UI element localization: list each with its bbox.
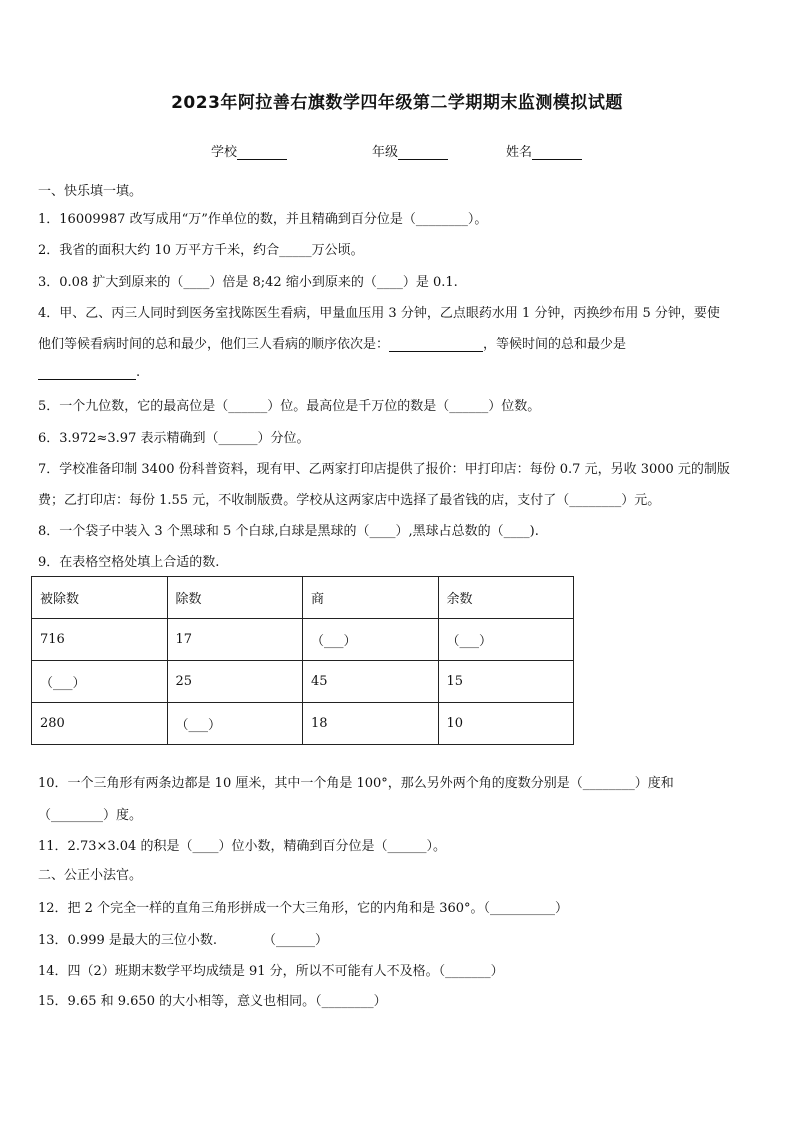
table-cell-blank[interactable]: （___） (32, 661, 168, 703)
question-number: 14． (38, 964, 68, 979)
question-text: 把 2 个完全一样的直角三角形拼成一个大三角形，它的内角和是 360°。（__________） (67, 901, 569, 916)
question-2 (38, 239, 760, 258)
question-text: 9.65 和 9.650 的大小相等，意义也相同。（________） (67, 994, 387, 1009)
table-cell-blank[interactable]: （___） (438, 619, 574, 661)
table-header-cell: 被除数 (32, 577, 168, 619)
table-header-row (32, 577, 574, 619)
question-text: 四（2）班期末数学平均成绩是 91 分，所以不可能有人不及格。（_______） (67, 964, 504, 979)
question-number: 2． (38, 243, 60, 258)
question-number: 9． (38, 555, 60, 570)
question-3 (38, 271, 760, 290)
table-cell-blank[interactable]: （___） (167, 703, 303, 745)
table-cell: 17 (167, 619, 303, 661)
table-cell: 45 (303, 661, 439, 703)
question-text: 一个九位数，它的最高位是（______）位。最高位是千万位的数是（______）位数。 (59, 399, 541, 414)
table-row (32, 703, 574, 745)
section-heading-1: 一、快乐填一填。 (38, 184, 143, 199)
table-cell: 18 (303, 703, 439, 745)
question-text: 一个袋子中装入 3 个黑球和 5 个白球,白球是黑球的（____）,黑球占总数的（____). (59, 524, 539, 539)
question-4-line-2 (38, 333, 760, 352)
question-4-line-1 (38, 302, 760, 321)
table-header-cell: 商 (303, 577, 439, 619)
question-number: 6． (38, 431, 60, 446)
question-text: 0.999 是最大的三位小数. (67, 933, 218, 948)
table-cell: 15 (438, 661, 574, 703)
question-text: ，等候时间的总和最少是 (483, 337, 627, 352)
grade-label: 年级 (372, 145, 399, 160)
question-number: 10． (38, 776, 68, 791)
question-text: 费；乙打印店：每份 1.55 元，不收制版费。学校从这两家店中选择了最省钱的店，支付了（________）元。 (38, 493, 661, 508)
question-number: 11． (38, 839, 68, 854)
section-heading-2: 二、公正小法官。 (38, 868, 143, 883)
page-title: 2023年阿拉善右旗数学四年级第二学期期末监测模拟试题 (171, 93, 623, 113)
answer-blank[interactable] (389, 338, 483, 352)
question-10-line-1 (38, 772, 760, 791)
question-7-line-1 (38, 458, 760, 477)
question-text: 2.73×3.04 的积是（____）位小数，精确到百分位是（______）。 (67, 839, 446, 854)
question-14 (38, 960, 760, 979)
question-text: 他们等候看病时间的总和最少，他们三人看病的顺序依次是： (38, 337, 390, 352)
table-row (32, 661, 574, 703)
question-text: 3.972≈3.97 表示精确到（______）分位。 (59, 431, 310, 446)
question-9 (38, 551, 760, 570)
question-6 (38, 427, 760, 446)
question-number: 12． (38, 901, 68, 916)
question-text: 我省的面积大约 10 万平方千米，约合_____万公顷。 (59, 243, 364, 258)
question-number: 4． (38, 306, 60, 321)
question-8 (38, 520, 760, 539)
table-row (32, 619, 574, 661)
question-text: 在表格空格处填上合适的数. (59, 555, 220, 570)
question-number: 7． (38, 462, 60, 477)
table-cell: 10 (438, 703, 574, 745)
question-text: 16009987 改写成用“万”作单位的数，并且精确到百分位是（________）。 (59, 212, 488, 227)
grade-blank[interactable] (398, 147, 448, 160)
question-number: 13． (38, 933, 68, 948)
grade-field (372, 141, 448, 160)
question-text: 一个三角形有两条边都是 10 厘米，其中一个角是 100°，那么另外两个角的度数分别是（________）度和 (67, 776, 674, 791)
question-number: 15． (38, 994, 68, 1009)
question-number: 5． (38, 399, 60, 414)
question-1 (38, 208, 760, 227)
question-text: 学校准备印制 3400 份科普资料，现有甲、乙两家打印店提供了报价：甲打印店：每份 0.7 元，另收 3000 元的制版 (59, 462, 730, 477)
question-text: （________）度。 (38, 808, 143, 823)
question-12 (38, 897, 760, 916)
table-cell: 25 (167, 661, 303, 703)
table-cell-blank[interactable]: （___） (303, 619, 439, 661)
school-field (211, 141, 287, 160)
answer-blank[interactable] (38, 366, 136, 380)
question-text: 0.08 扩大到原来的（____）倍是 8;42 缩小到原来的（____）是 0.1. (59, 275, 458, 290)
name-label: 姓名 (506, 145, 533, 160)
question-text: 甲、乙、丙三人同时到医务室找陈医生看病，甲量血压用 3 分钟，乙点眼药水用 1 分钟，丙换纱布用 5 分钟，要使 (59, 306, 720, 321)
table-header-cell: 余数 (438, 577, 574, 619)
question-13 (38, 929, 760, 948)
answer-blank[interactable]: （______） (263, 933, 329, 948)
question-15 (38, 990, 760, 1009)
name-field (506, 141, 582, 160)
division-table (31, 576, 574, 745)
table-cell: 280 (32, 703, 168, 745)
question-5 (38, 395, 760, 414)
question-text: . (136, 365, 141, 380)
school-blank[interactable] (237, 147, 287, 160)
question-number: 8． (38, 524, 60, 539)
table-cell: 716 (32, 619, 168, 661)
question-number: 3． (38, 275, 60, 290)
table-header-cell: 除数 (167, 577, 303, 619)
question-4-line-3 (38, 365, 760, 380)
question-7-line-2 (38, 489, 760, 508)
question-10-line-2 (38, 804, 760, 823)
question-number: 1． (38, 212, 60, 227)
question-11 (38, 835, 760, 854)
school-label: 学校 (211, 145, 238, 160)
name-blank[interactable] (532, 147, 582, 160)
